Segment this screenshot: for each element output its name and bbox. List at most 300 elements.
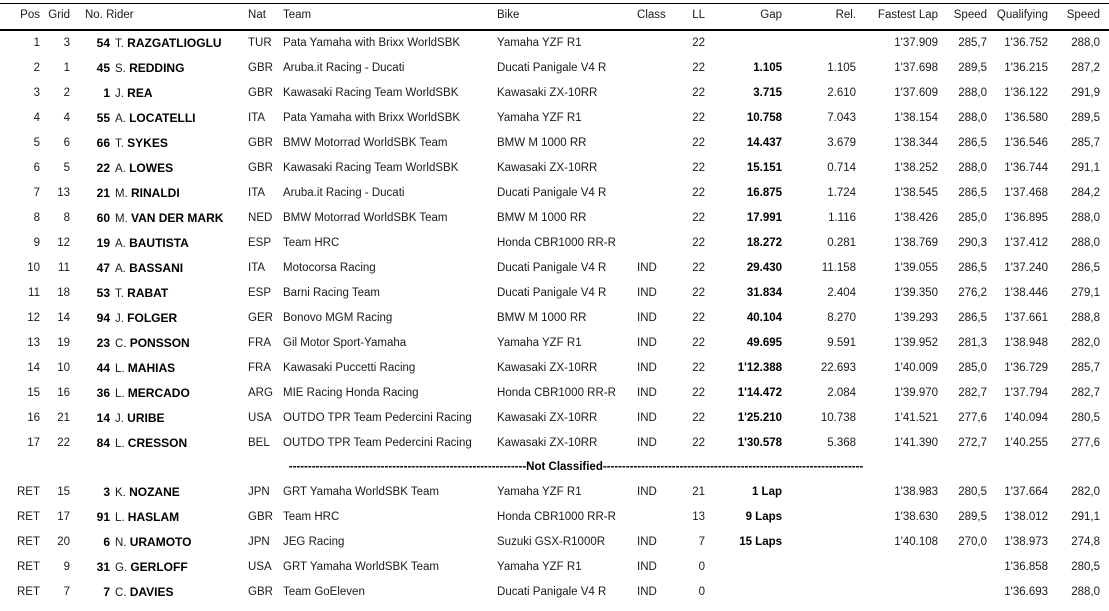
relative-gap-cell (782, 30, 856, 55)
grid-cell: 17 (57, 510, 70, 523)
col-header-class: Class (637, 9, 666, 21)
nationality-cell: FRA (248, 336, 272, 349)
rider-initial: A. (115, 262, 126, 275)
class-cell: IND (637, 286, 657, 299)
rider-name-cell (110, 355, 248, 380)
bike-cell: Yamaha YZF R1 (497, 111, 582, 124)
grid-cell: 21 (57, 411, 70, 424)
qualifying-cell: 1'40.094 (1004, 411, 1049, 424)
bike-cell: Honda CBR1000 RR-R (497, 236, 616, 249)
rider-number-cell: 6 (103, 534, 110, 549)
rider-surname: DAVIES (129, 584, 174, 599)
col-header-qualifying-speed: Speed (1066, 9, 1101, 21)
fastest-lap-cell: 1'38.426 (894, 211, 939, 224)
table-row (0, 479, 1100, 504)
qualifying-speed-cell: 280,5 (1071, 560, 1101, 573)
laps-cell: 22 (692, 361, 706, 374)
qualifying-speed-cell: 285,7 (1071, 361, 1101, 374)
pos-cell: 17 (27, 436, 40, 449)
rider-surname: LOCATELLI (129, 110, 196, 125)
fastest-lap-cell: 1'38.769 (894, 236, 939, 249)
rider-number-cell: 31 (96, 559, 110, 574)
table-row (0, 230, 1100, 255)
pos-cell: 11 (28, 286, 40, 299)
rider-surname: VAN DER MARK (130, 210, 224, 225)
class-cell (637, 130, 668, 155)
rider-name-cell (110, 504, 248, 529)
table-row (0, 579, 1100, 604)
qualifying-cell: 1'36.744 (1004, 161, 1049, 174)
bike-cell: Ducati Panigale V4 R (497, 585, 607, 598)
class-cell: IND (637, 411, 657, 424)
grid-cell: 14 (57, 311, 70, 324)
rider-number-cell: 60 (96, 210, 110, 225)
col-header-team: Team (283, 9, 312, 21)
fastest-lap-cell: 1'39.350 (894, 286, 939, 299)
qualifying-speed-cell: 291,1 (1071, 161, 1101, 174)
laps-cell: 22 (692, 161, 706, 174)
gap-cell: 31.834 (746, 286, 783, 299)
gap-cell: 10.758 (746, 111, 783, 124)
table-row (0, 405, 1100, 430)
rider-initial: J. (115, 87, 124, 100)
rider-name-cell (110, 380, 248, 405)
rider-initial: J. (115, 312, 124, 325)
rider-surname: GERLOFF (130, 559, 188, 574)
col-header-pos: Pos (20, 9, 40, 21)
bike-cell: Kawasaki ZX-10RR (497, 411, 598, 424)
nationality-cell: ESP (248, 286, 272, 299)
rider-name-cell (110, 55, 248, 80)
rider-surname: REA (127, 85, 153, 100)
grid-cell: 4 (63, 111, 70, 124)
pos-cell: RET (17, 485, 40, 498)
table-row (0, 504, 1100, 529)
qualifying-speed-cell: 280,5 (1071, 411, 1101, 424)
rider-initial: T. (115, 37, 124, 50)
class-cell: IND (637, 485, 657, 498)
speed-cell: 285,0 (958, 361, 988, 374)
class-cell: IND (637, 311, 657, 324)
relative-gap-cell (782, 479, 856, 504)
bike-cell: Yamaha YZF R1 (497, 560, 582, 573)
gap-cell: 15.151 (746, 161, 783, 174)
pos-cell: 14 (27, 361, 40, 374)
fastest-lap-cell: 1'40.009 (894, 361, 939, 374)
laps-cell: 0 (698, 560, 706, 573)
team-cell: Kawasaki Puccetti Racing (283, 361, 416, 374)
gap-cell (705, 579, 782, 604)
laps-cell: 22 (692, 111, 706, 124)
team-cell: Aruba.it Racing - Ducati (283, 61, 405, 74)
fastest-lap-cell: 1'38.545 (894, 186, 939, 199)
rider-name-cell (110, 30, 248, 55)
team-cell: Kawasaki Racing Team WorldSBK (283, 161, 459, 174)
rider-number-cell: 53 (96, 285, 110, 300)
separator-body (0, 455, 1100, 479)
rider-name-cell (110, 554, 248, 579)
grid-cell: 10 (57, 361, 70, 374)
rider-initial: A. (115, 237, 126, 250)
qualifying-cell: 1'36.752 (1004, 36, 1049, 49)
table-row (0, 355, 1100, 380)
rider-surname: NOZANE (129, 484, 180, 499)
qualifying-speed-cell: 288,0 (1071, 236, 1101, 249)
class-cell (637, 230, 668, 255)
qualifying-cell: 1'37.661 (1004, 311, 1049, 324)
rider-surname: SYKES (127, 135, 168, 150)
gap-cell: 3.715 (753, 86, 783, 99)
speed-cell: 289,5 (958, 61, 988, 74)
rider-initial: T. (115, 137, 124, 150)
pos-cell: RET (17, 510, 40, 523)
bike-cell: Ducati Panigale V4 R (497, 186, 607, 199)
relative-gap-cell (782, 504, 856, 529)
col-header-grid: Grid (48, 9, 70, 21)
rider-initial: L. (115, 362, 125, 375)
bike-cell: Ducati Panigale V4 R (497, 286, 607, 299)
team-cell: Bonovo MGM Racing (283, 311, 393, 324)
bike-cell: BMW M 1000 RR (497, 311, 587, 324)
grid-cell: 5 (63, 161, 70, 174)
col-header-speed: Speed (953, 9, 988, 21)
team-cell: Aruba.it Racing - Ducati (283, 186, 405, 199)
fastest-lap-cell: 1'38.630 (894, 510, 939, 523)
grid-cell: 15 (57, 485, 70, 498)
class-cell: IND (637, 535, 657, 548)
gap-cell: 17.991 (746, 211, 783, 224)
fastest-lap-cell: 1'41.521 (894, 411, 939, 424)
col-header-bike: Bike (497, 9, 520, 21)
grid-cell: 18 (57, 286, 70, 299)
qualifying-speed-cell: 288,0 (1071, 36, 1101, 49)
relative-gap-cell: 10.738 (820, 411, 857, 424)
rider-initial: K. (115, 486, 126, 499)
table-row (0, 30, 1100, 55)
nationality-cell: USA (248, 411, 272, 424)
laps-cell: 22 (692, 211, 706, 224)
rider-number-cell: 3 (103, 484, 110, 499)
qualifying-speed-cell: 289,5 (1071, 111, 1101, 124)
qualifying-speed-cell: 279,1 (1071, 286, 1101, 299)
col-header-fastest-lap: Fastest Lap (877, 9, 939, 21)
laps-cell: 22 (692, 136, 706, 149)
team-cell: MIE Racing Honda Racing (283, 386, 419, 399)
speed-cell: 282,7 (958, 386, 988, 399)
fastest-lap-cell: 1'37.609 (894, 86, 939, 99)
rider-name-cell (110, 405, 248, 430)
table-row (0, 205, 1100, 230)
qualifying-cell: 1'36.122 (1004, 86, 1049, 99)
table-row (0, 80, 1100, 105)
team-cell: Gil Motor Sport-Yamaha (283, 336, 407, 349)
nationality-cell: ESP (248, 236, 272, 249)
header-row (0, 0, 1100, 30)
qualifying-cell: 1'38.948 (1004, 336, 1049, 349)
rider-surname: CRESSON (127, 435, 188, 450)
pos-cell: RET (17, 560, 40, 573)
rider-number-cell: 84 (96, 435, 110, 450)
class-cell: IND (637, 436, 657, 449)
speed-cell: 285,7 (958, 36, 988, 49)
rider-name-cell (110, 305, 248, 330)
laps-cell: 22 (692, 336, 706, 349)
grid-cell: 16 (57, 386, 70, 399)
rider-initial: L. (115, 437, 125, 450)
classified-body (0, 30, 1100, 455)
speed-cell: 270,0 (958, 535, 988, 548)
laps-cell: 22 (692, 261, 706, 274)
rider-name-cell (110, 130, 248, 155)
team-cell: BMW Motorrad WorldSBK Team (283, 211, 448, 224)
bike-cell: Ducati Panigale V4 R (497, 261, 607, 274)
nationality-cell: USA (248, 560, 272, 573)
relative-gap-cell: 8.270 (827, 311, 857, 324)
relative-gap-cell: 0.281 (827, 236, 857, 249)
speed-cell: 286,5 (958, 311, 988, 324)
bike-cell: Yamaha YZF R1 (497, 336, 582, 349)
speed-cell: 288,0 (958, 111, 988, 124)
fastest-lap-cell: 1'39.293 (894, 311, 939, 324)
qualifying-cell: 1'37.664 (1004, 485, 1049, 498)
grid-cell: 20 (57, 535, 70, 548)
relative-gap-cell: 22.693 (820, 361, 857, 374)
table-row (0, 180, 1100, 205)
team-cell: GRT Yamaha WorldSBK Team (283, 485, 439, 498)
nationality-cell: ITA (248, 186, 266, 199)
pos-cell: 2 (33, 61, 40, 74)
col-header-rel: Rel. (835, 9, 857, 21)
nationality-cell: TUR (248, 36, 272, 49)
qualifying-speed-cell: 286,5 (1071, 261, 1101, 274)
speed-cell: 289,5 (958, 510, 988, 523)
fastest-lap-cell: 1'39.970 (894, 386, 939, 399)
rider-surname: RINALDI (130, 185, 180, 200)
class-cell (637, 80, 668, 105)
pos-cell: 13 (27, 336, 40, 349)
rider-surname: URAMOTO (129, 534, 192, 549)
fastest-lap-cell: 1'38.983 (894, 485, 939, 498)
class-cell: IND (637, 361, 657, 374)
laps-cell: 22 (692, 186, 706, 199)
not-classified-separator (0, 455, 1100, 479)
bike-cell: BMW M 1000 RR (497, 211, 587, 224)
grid-cell: 1 (63, 61, 70, 74)
rider-name-cell (110, 529, 248, 554)
relative-gap-cell (782, 529, 856, 554)
rider-number-cell: 23 (96, 335, 110, 350)
fastest-lap-cell: 1'39.055 (894, 261, 939, 274)
class-cell: IND (637, 386, 657, 399)
class-cell: IND (637, 585, 657, 598)
pos-cell: 15 (27, 386, 40, 399)
nationality-cell: GBR (248, 136, 273, 149)
speed-cell (938, 579, 987, 604)
rider-number-cell: 91 (96, 509, 110, 524)
table-row (0, 255, 1100, 280)
qualifying-speed-cell: 288,8 (1071, 311, 1101, 324)
bike-cell: Kawasaki ZX-10RR (497, 86, 598, 99)
qualifying-speed-cell: 284,2 (1071, 186, 1101, 199)
col-header-nat: Nat (248, 9, 266, 21)
table-row (0, 554, 1100, 579)
bike-cell: BMW M 1000 RR (497, 136, 587, 149)
nationality-cell: GBR (248, 86, 273, 99)
laps-cell: 22 (692, 36, 706, 49)
laps-cell: 22 (692, 411, 706, 424)
nationality-cell: ARG (248, 386, 273, 399)
table-row (0, 330, 1100, 355)
grid-cell: 2 (63, 86, 70, 99)
grid-cell: 12 (57, 236, 70, 249)
rider-number-cell: 14 (96, 410, 110, 425)
rider-name-cell (110, 80, 248, 105)
team-cell: GRT Yamaha WorldSBK Team (283, 560, 439, 573)
rider-name-cell (110, 255, 248, 280)
gap-cell: 49.695 (746, 336, 783, 349)
gap-cell: 29.430 (746, 261, 783, 274)
team-cell: Motocorsa Racing (283, 261, 376, 274)
nationality-cell: JPN (248, 535, 270, 548)
rider-number-cell: 22 (96, 160, 110, 175)
rider-surname: RAZGATLIOGLU (127, 35, 222, 50)
qualifying-cell: 1'37.412 (1004, 236, 1049, 249)
nationality-cell: FRA (248, 361, 272, 374)
grid-cell: 3 (63, 36, 70, 49)
laps-cell: 22 (692, 236, 706, 249)
speed-cell: 286,5 (958, 136, 988, 149)
relative-gap-cell: 7.043 (827, 111, 857, 124)
qualifying-cell: 1'38.012 (1004, 510, 1049, 523)
bike-cell: Honda CBR1000 RR-R (497, 386, 616, 399)
fastest-lap-cell: 1'37.698 (894, 61, 939, 74)
speed-cell: 280,5 (958, 485, 988, 498)
class-cell: IND (637, 336, 657, 349)
rider-name-cell (110, 579, 248, 604)
pos-cell: 3 (33, 86, 40, 99)
class-cell: IND (637, 261, 657, 274)
speed-cell: 286,5 (958, 261, 988, 274)
pos-cell: 1 (33, 36, 40, 49)
gap-cell: 1'25.210 (737, 411, 783, 424)
qualifying-cell: 1'38.973 (1004, 535, 1049, 548)
relative-gap-cell: 3.679 (827, 136, 857, 149)
class-cell: IND (637, 560, 657, 573)
bike-cell: Suzuki GSX-R1000R (497, 535, 606, 548)
qualifying-cell: 1'36.858 (1004, 560, 1049, 573)
col-header-qualifying: Qualifying (996, 9, 1049, 21)
rider-surname: PONSSON (129, 335, 190, 350)
rider-number-cell: 66 (96, 135, 110, 150)
rider-name-cell (110, 280, 248, 305)
qualifying-cell: 1'36.729 (1004, 361, 1049, 374)
grid-cell: 6 (63, 136, 70, 149)
rider-name-cell (110, 330, 248, 355)
rider-number-cell: 94 (96, 310, 110, 325)
laps-cell: 22 (692, 286, 706, 299)
team-cell: JEG Racing (283, 535, 345, 548)
class-cell (637, 30, 668, 55)
table-row (0, 280, 1100, 305)
nationality-cell: JPN (248, 485, 270, 498)
qualifying-cell: 1'37.794 (1004, 386, 1049, 399)
rider-initial: L. (115, 387, 125, 400)
team-cell: Team HRC (283, 510, 340, 523)
table-row (0, 380, 1100, 405)
grid-cell: 7 (63, 585, 70, 598)
rider-name-cell (110, 180, 248, 205)
team-cell: Pata Yamaha with Brixx WorldSBK (283, 111, 461, 124)
rider-number-cell: 47 (96, 260, 110, 275)
bike-cell: Honda CBR1000 RR-R (497, 510, 616, 523)
grid-cell: 19 (57, 336, 70, 349)
table-row (0, 430, 1100, 455)
team-cell: OUTDO TPR Team Pedercini Racing (283, 436, 472, 449)
gap-cell: 1'12.388 (737, 361, 783, 374)
gap-cell: 1'14.472 (737, 386, 783, 399)
qualifying-cell: 1'38.446 (1004, 286, 1049, 299)
relative-gap-cell: 9.591 (827, 336, 857, 349)
rider-initial: M. (115, 212, 128, 225)
speed-cell: 288,0 (958, 161, 988, 174)
relative-gap-cell: 2.404 (827, 286, 857, 299)
speed-cell: 272,7 (958, 436, 988, 449)
team-cell: BMW Motorrad WorldSBK Team (283, 136, 448, 149)
table-row (0, 529, 1100, 554)
speed-cell: 281,3 (958, 336, 988, 349)
rider-surname: BASSANI (129, 260, 184, 275)
rider-surname: HASLAM (127, 509, 180, 524)
rider-number-cell: 55 (96, 110, 110, 125)
qualifying-speed-cell: 282,0 (1071, 485, 1101, 498)
qualifying-cell: 1'36.580 (1004, 111, 1049, 124)
col-header-ll: LL (692, 9, 706, 21)
rider-surname: REDDING (129, 60, 185, 75)
table-row (0, 155, 1100, 180)
laps-cell: 7 (698, 535, 706, 548)
qualifying-cell: 1'40.255 (1004, 436, 1049, 449)
pos-cell: 6 (33, 161, 40, 174)
rider-number-cell: 44 (96, 360, 110, 375)
fastest-lap-cell (856, 579, 938, 604)
nationality-cell: GBR (248, 61, 273, 74)
rider-name-cell (110, 230, 248, 255)
laps-cell: 22 (692, 86, 706, 99)
pos-cell: 12 (27, 311, 40, 324)
rider-number-cell: 7 (103, 584, 110, 599)
bike-cell: Yamaha YZF R1 (497, 36, 582, 49)
rider-name-cell (110, 479, 248, 504)
rider-surname: RABAT (127, 285, 169, 300)
gap-cell: 1.105 (753, 61, 783, 74)
class-cell (637, 205, 668, 230)
not-classified-label: --------------------------------------------------------------Not Classified-------------------------------------------------------------------- (288, 461, 864, 473)
pos-cell: 10 (27, 261, 40, 274)
fastest-lap-cell: 1'37.909 (894, 36, 939, 49)
laps-cell: 22 (692, 436, 706, 449)
col-header-no-rider: No. Rider (85, 9, 134, 21)
grid-cell: 13 (57, 186, 70, 199)
class-cell (637, 55, 668, 80)
nationality-cell: GER (248, 311, 273, 324)
nationality-cell: GBR (248, 585, 273, 598)
speed-cell (938, 554, 987, 579)
qualifying-speed-cell: 285,7 (1071, 136, 1101, 149)
gap-cell: 40.104 (746, 311, 783, 324)
fastest-lap-cell: 1'40.108 (894, 535, 939, 548)
pos-cell: RET (17, 535, 40, 548)
laps-cell: 22 (692, 61, 706, 74)
